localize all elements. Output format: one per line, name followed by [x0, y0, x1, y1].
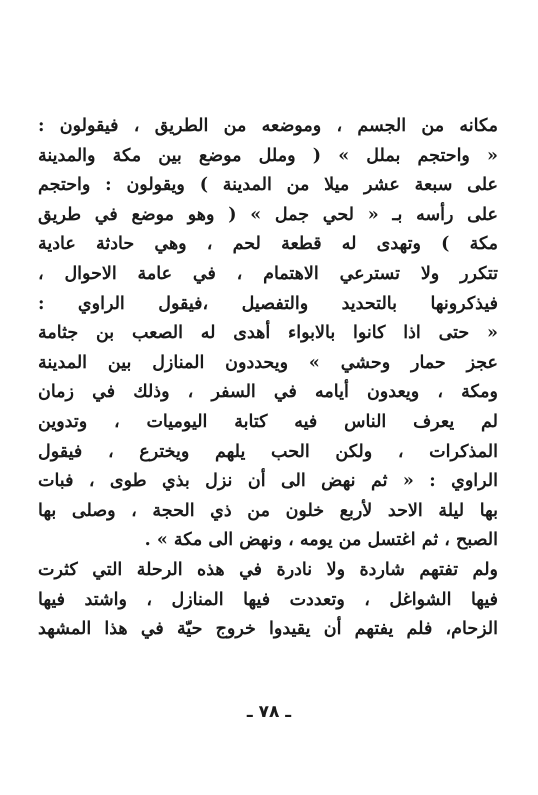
- text-line: عجز حمار وحشي » ويحددون المنازل بين المدينة: [38, 352, 498, 373]
- text-line: تتكرر ولا تسترعي الاهتمام ، في عامة الاحوال ،: [38, 263, 498, 284]
- text-line: على سبعة عشر ميلا من المدينة ) ويقولون : واحتجم: [38, 175, 498, 196]
- text-line: على رأسه بـ « لحي جمل » ( وهو موضع في طريق: [38, 204, 498, 225]
- text-line: مكانه من الجسم ، وموضعه من الطريق ، فيقولون :: [38, 116, 498, 136]
- text-line: بها ليلة الاحد لأربع خلون من ذي الحجة ، وصلى بها: [38, 500, 498, 521]
- text-line: فيذكرونها بالتحديد والتفصيل ،فيقول الراوي :: [38, 293, 498, 314]
- body-text: [38, 112, 498, 645]
- text-line: ومكة ، ويعدون أيامه في السفر ، وذلك في زمان: [38, 382, 498, 403]
- text-line: مكة ) وتهدى له قطعة لحم ، وهي حادثة عادية: [38, 234, 498, 255]
- text-line: لم يعرف الناس فيه كتابة اليوميات ، وتدوين: [38, 411, 498, 432]
- text-line: « حتى اذا كانوا بالابواء أهدى له الصعب بن جثامة: [38, 323, 498, 344]
- text-line: الراوي : « ثم نهض الى أن نزل بذي طوى ، فبات: [38, 471, 498, 492]
- page-number: ـ ٧٨ ـ: [246, 702, 292, 722]
- text-line: الصبح ، ثم اغتسل من يومه ، ونهض الى مكة » .: [144, 530, 498, 551]
- text-line: المذكرات ، ولكن الحب يلهم ويخترع ، فيقول: [38, 441, 498, 462]
- text-line: ولم تفتهم شاردة ولا نادرة في هذه الرحلة التي كثرت: [38, 559, 498, 580]
- text-line: فيها الشواغل ، وتعددت فيها المنازل ، واشتد فيها: [38, 589, 498, 610]
- text-line: الزحام، فلم يفتهم أن يقيدوا خروج حيّة في هذا المشهد: [38, 619, 498, 640]
- text-line: « واحتجم بملل » ( وملل موضع بين مكة والمدينة: [38, 145, 498, 166]
